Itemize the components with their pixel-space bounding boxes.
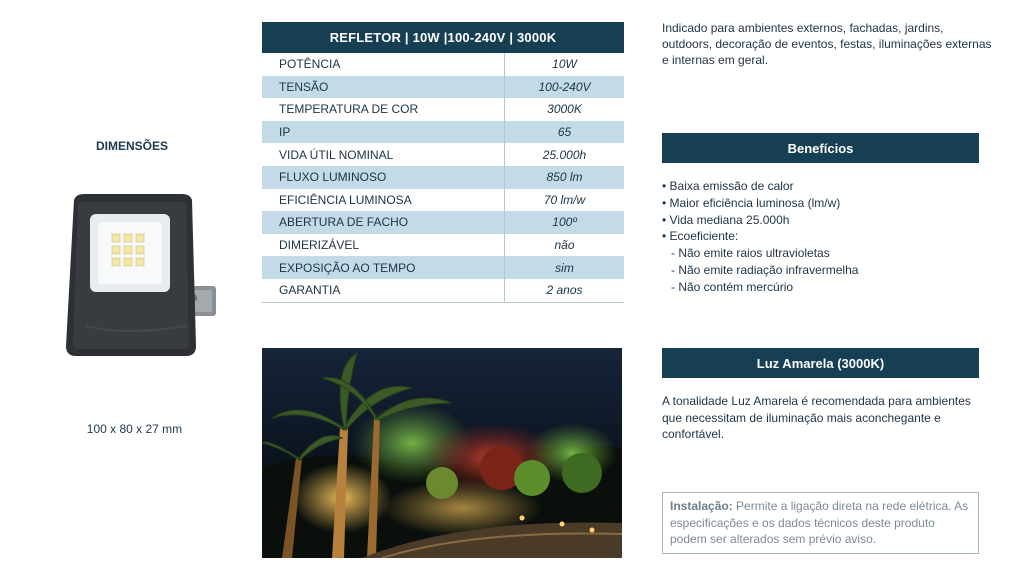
- intro-text: Indicado para ambientes externos, fachadas, jardins, outdoors, decoração de eventos, festas, iluminações externas e internas em geral.: [662, 21, 992, 67]
- installation-label: Instalação:: [670, 499, 733, 513]
- spec-label: POTÊNCIA: [262, 53, 505, 76]
- benefits-list: [662, 178, 982, 296]
- spec-table-bottom-rule: [262, 302, 624, 303]
- spec-label: TENSÃO: [262, 76, 505, 99]
- spec-row-dimerizavel: [262, 234, 624, 257]
- spec-row-vida-util: [262, 143, 624, 166]
- spec-table-header: REFLETOR | 10W |100-240V | 3000K: [262, 22, 624, 53]
- spec-row-tensao: [262, 76, 624, 99]
- spec-value: não: [554, 238, 575, 253]
- spec-label: EXPOSIÇÃO AO TEMPO: [262, 256, 505, 279]
- spec-table: [262, 22, 624, 303]
- benefit-item: • Ecoeficiente:: [662, 229, 739, 244]
- spec-label: FLUXO LUMINOSO: [262, 166, 505, 189]
- yellow-light-text: A tonalidade Luz Amarela é recomendada para ambientes que necessitam de iluminação mais aconchegante e confortável.: [662, 394, 971, 441]
- benefit-subitem: - Não emite raios ultravioletas: [671, 246, 830, 261]
- spec-label: ABERTURA DE FACHO: [262, 211, 505, 234]
- spec-value: 100º: [552, 215, 577, 230]
- spec-row-eficiencia: [262, 189, 624, 212]
- spec-label: TEMPERATURA DE COR: [262, 98, 505, 121]
- yellow-light-title: Luz Amarela (3000K): [662, 348, 979, 378]
- garden-night-photo: [262, 348, 622, 558]
- spec-value: 65: [557, 125, 572, 140]
- spec-label: EFICIÊNCIA LUMINOSA: [262, 189, 505, 212]
- benefit-item: • Maior eficiência luminosa (lm/w): [662, 195, 841, 210]
- spec-value: 3000K: [547, 102, 582, 117]
- spec-value: 10W: [552, 57, 577, 72]
- spec-label: IP: [262, 121, 505, 144]
- installation-note: [662, 492, 979, 554]
- spec-value: 25.000h: [542, 147, 587, 162]
- benefits-title: Benefícios: [662, 133, 979, 163]
- spec-label: DIMERIZÁVEL: [262, 234, 505, 257]
- spec-row-abertura: [262, 211, 624, 234]
- spec-row-temperatura: [262, 98, 624, 121]
- benefit-subitem: - Não contém mercúrio: [671, 279, 794, 294]
- spec-row-fluxo: [262, 166, 624, 189]
- spec-label: GARANTIA: [262, 279, 505, 302]
- benefit-item: • Baixa emissão de calor: [662, 179, 794, 193]
- spec-row-potencia: [262, 53, 624, 76]
- spec-value: sim: [555, 260, 574, 275]
- benefit-item: • Vida mediana 25.000h: [662, 212, 790, 227]
- spec-label: VIDA ÚTIL NOMINAL: [262, 143, 505, 166]
- benefit-subitem: - Não emite radiação infravermelha: [671, 262, 859, 277]
- spec-value: 2 anos: [546, 283, 583, 298]
- floodlight-product-image: [56, 186, 226, 366]
- spec-row-ip: [262, 121, 624, 144]
- spec-row-garantia: [262, 279, 624, 302]
- spec-value: 100-240V: [538, 79, 591, 94]
- spec-row-exposicao: [262, 256, 624, 279]
- installation-text: Permite a ligação direta na rede elétrica. As especificações e os dados técnicos deste produto podem ser alterados sem prévio aviso.: [670, 499, 969, 546]
- dimensions-title: DIMENSÕES: [95, 139, 168, 153]
- dimensions-size: 100 x 80 x 27 mm: [86, 422, 183, 436]
- spec-value: 70 lm/w: [543, 192, 586, 207]
- spec-value: 850 lm: [546, 170, 583, 185]
